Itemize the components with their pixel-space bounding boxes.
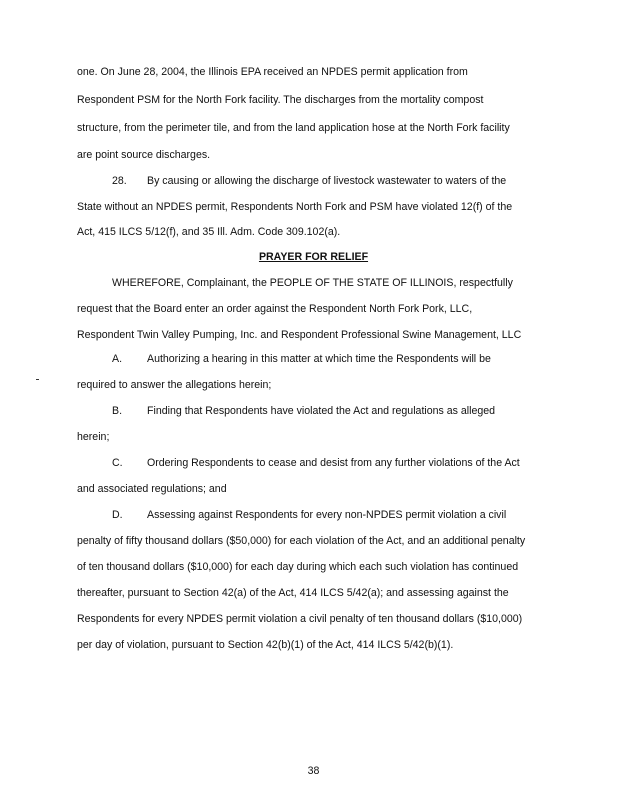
body-line: are point source discharges. — [77, 149, 211, 161]
body-line: Respondents for every NPDES permit violation a civil penalty of ten thousand dollars ($10,000) — [77, 613, 523, 625]
paragraph-number: 28. — [112, 175, 127, 187]
body-line: request that the Board enter an order against the Respondent North Fork Pork, LLC, — [77, 303, 473, 315]
item-label: C. — [112, 457, 123, 469]
item-label: D. — [112, 509, 123, 521]
body-line: Authorizing a hearing in this matter at which time the Respondents will be — [147, 353, 491, 365]
section-heading: PRAYER FOR RELIEF — [258, 251, 369, 263]
margin-mark — [36, 379, 39, 380]
body-line: per day of violation, pursuant to Section 42(b)(1) of the Act, 414 ILCS 5/42(b)(1). — [77, 639, 454, 651]
body-line: Act, 415 ILCS 5/12(f), and 35 Ill. Adm. Code 309.102(a). — [77, 226, 341, 238]
body-line: thereafter, pursuant to Section 42(a) of the Act, 414 ILCS 5/42(a); and assessing against the — [77, 587, 509, 599]
body-line: herein; — [77, 431, 110, 443]
body-line: Assessing against Respondents for every non-NPDES permit violation a civil — [147, 509, 507, 521]
body-line: Respondent Twin Valley Pumping, Inc. and Respondent Professional Swine Management, LLC — [77, 329, 522, 341]
item-label: A. — [112, 353, 123, 365]
body-line: By causing or allowing the discharge of livestock wastewater to waters of the — [147, 175, 507, 187]
body-line: WHEREFORE, Complainant, the PEOPLE OF THE STATE OF ILLINOIS, respectfully — [112, 277, 513, 289]
body-line: of ten thousand dollars ($10,000) for each day during which each such violation has continued — [77, 561, 519, 573]
item-label: B. — [112, 405, 123, 417]
body-line: and associated regulations; and — [77, 483, 227, 495]
page-number: 38 — [307, 765, 320, 777]
body-line: one. On June 28, 2004, the Illinois EPA received an NPDES permit application from — [77, 66, 468, 78]
body-line: required to answer the allegations herein; — [77, 379, 272, 391]
body-line: Ordering Respondents to cease and desist from any further violations of the Act — [147, 457, 520, 469]
body-line: Finding that Respondents have violated the Act and regulations as alleged — [147, 405, 496, 417]
body-line: structure, from the perimeter tile, and from the land application hose at the North Fork facility — [77, 122, 510, 134]
body-line: State without an NPDES permit, Respondents North Fork and PSM have violated 12(f) of the — [77, 201, 513, 213]
body-line: penalty of fifty thousand dollars ($50,000) for each violation of the Act, and an additional penalty — [77, 535, 526, 547]
body-line: Respondent PSM for the North Fork facility. The discharges from the mortality compost — [77, 94, 484, 106]
